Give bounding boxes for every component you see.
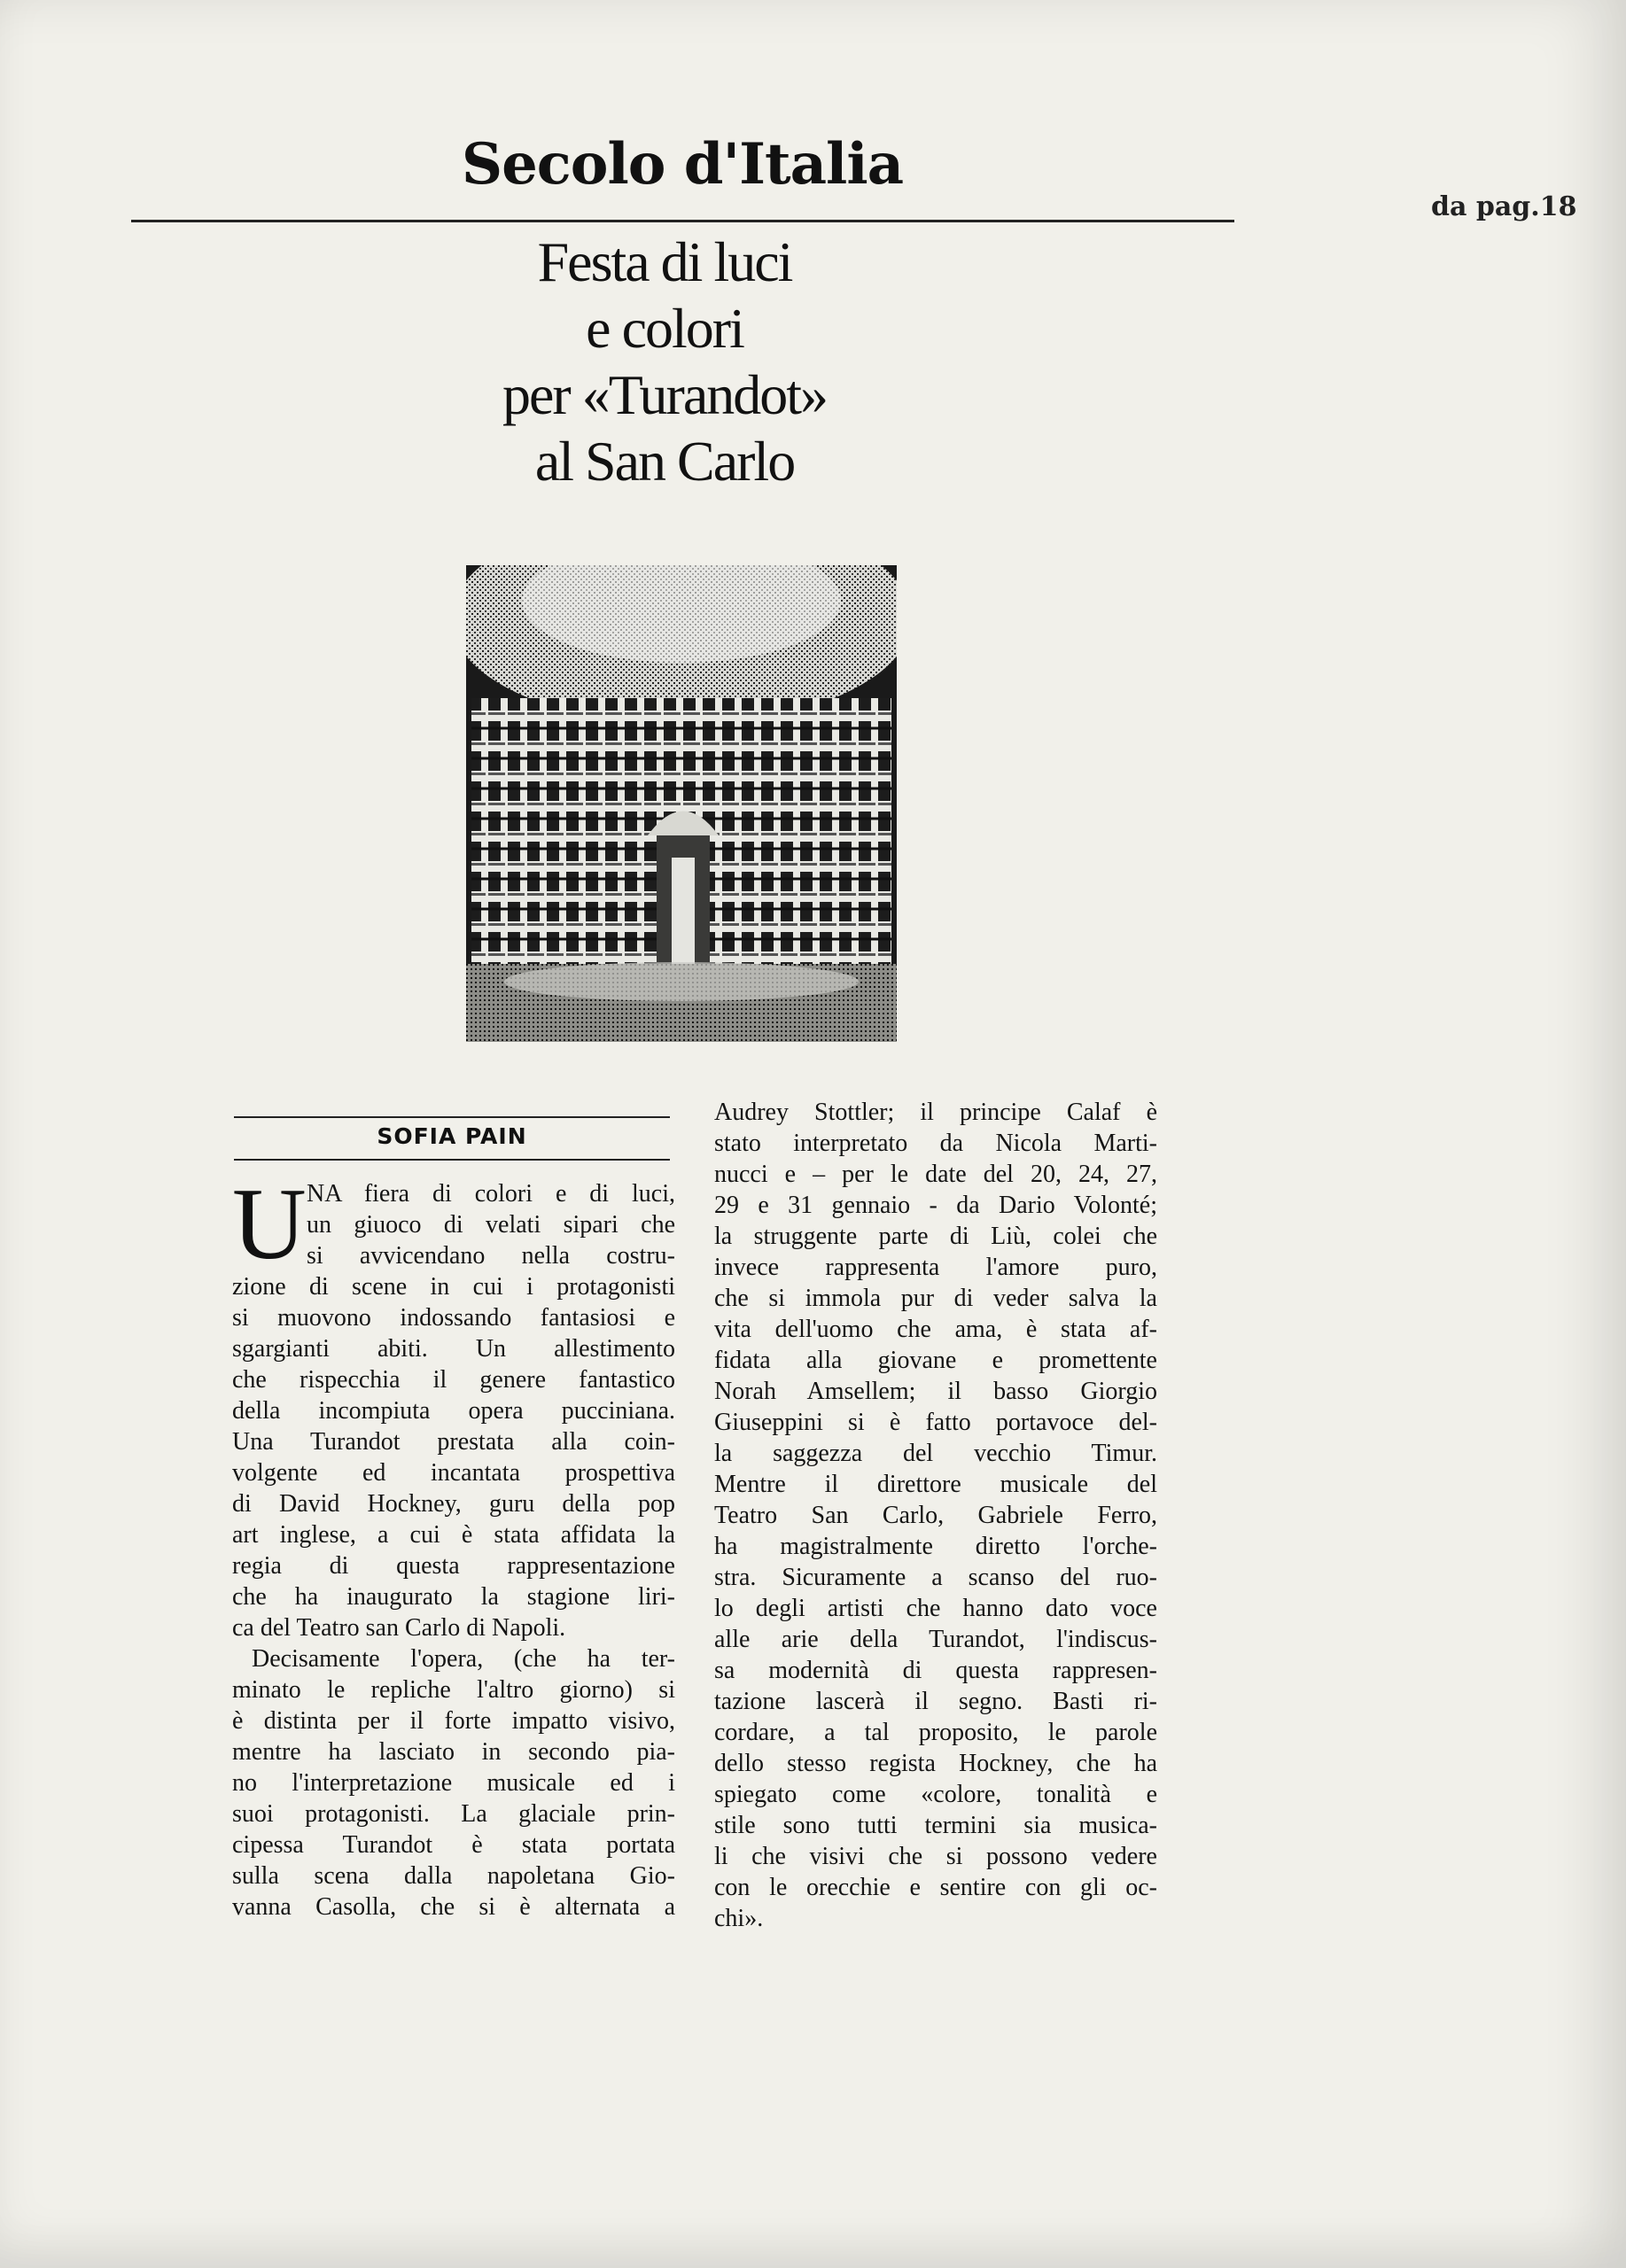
text-line: ca del Teatro san Carlo di Napoli. [232, 1614, 566, 1642]
text-line: Una Turandot prestata alla coin- [232, 1428, 675, 1456]
text-line: un giuoco di velati sipari che [307, 1211, 675, 1239]
text-line: la saggezza del vecchio Timur. [714, 1440, 1157, 1467]
text-line: tazione lascerà il segno. Basti ri- [714, 1688, 1157, 1715]
text-line: che ha inaugurato la stagione liri- [232, 1583, 675, 1611]
text-line: Decisamente l'opera, (che ha ter- [252, 1645, 675, 1673]
text-line: stra. Sicuramente a scanso del ruo- [714, 1564, 1157, 1591]
article-column-right [714, 1097, 1157, 1934]
text-line: chi». [714, 1905, 764, 1932]
text-line: lo degli artisti che hanno dato voce [714, 1595, 1157, 1622]
masthead: Secolo d'Italia [461, 131, 904, 198]
byline-rule-bottom [234, 1159, 670, 1161]
text-line: Mentre il direttore musicale del [714, 1471, 1157, 1498]
text-line: no l'interpretazione musicale ed i [232, 1769, 675, 1797]
text-line: NA fiera di colori e di luci, [307, 1180, 675, 1208]
masthead-rule [131, 220, 1234, 222]
text-line: alle arie della Turandot, l'indiscus- [714, 1626, 1157, 1653]
page-reference: da pag.18 [1431, 191, 1577, 222]
text-line: Audrey Stottler; il principe Calaf è [714, 1099, 1157, 1126]
text-line: cordare, a tal proposito, le parole [714, 1719, 1157, 1746]
text-line: fidata alla giovane e promettente [714, 1347, 1157, 1374]
text-line: minato le repliche l'altro giorno) si [232, 1676, 675, 1704]
text-line: regia di questa rappresentazione [232, 1552, 675, 1580]
text-line: ha magistralmente diretto l'orche- [714, 1533, 1157, 1560]
text-line: si avvicendano nella costru- [307, 1242, 675, 1270]
text-line: li che visivi che si possono vedere [714, 1843, 1157, 1870]
text-line: la struggente parte di Liù, colei che [714, 1223, 1157, 1250]
text-line: che si immola pur di veder salva la [714, 1285, 1157, 1312]
text-line: suoi protagonisti. La glaciale prin- [232, 1800, 675, 1828]
text-line: di David Hockney, guru della pop [232, 1490, 675, 1518]
text-line: zione di scene in cui i protagonisti [232, 1273, 675, 1301]
drop-cap: U [232, 1168, 307, 1281]
text-line: 29 e 31 gennaio - da Dario Volonté; [714, 1192, 1157, 1219]
text-line: è distinta per il forte impatto visivo, [232, 1707, 675, 1735]
text-line: Norah Amsellem; il basso Giorgio [714, 1378, 1157, 1405]
text-line: sa modernità di questa rappresen- [714, 1657, 1157, 1684]
headline-line: al San Carlo [534, 430, 795, 493]
text-line: vanna Casolla, che si è alternata a [232, 1893, 675, 1921]
text-line: con le orecchie e sentire con gli oc- [714, 1874, 1157, 1901]
text-line: Teatro San Carlo, Gabriele Ferro, [714, 1502, 1157, 1529]
text-line: stato interpretato da Nicola Marti- [714, 1130, 1157, 1157]
text-line: stile sono tutti termini sia musica- [714, 1812, 1157, 1839]
headline-line: Festa di luci [537, 230, 792, 293]
text-line: sgargianti abiti. Un allestimento [232, 1335, 675, 1363]
text-line: della incompiuta opera pucciniana. [232, 1397, 675, 1425]
byline: SOFIA PAIN [377, 1123, 527, 1149]
headline [399, 229, 930, 494]
text-line: vita dell'uomo che ama, è stata af- [714, 1316, 1157, 1343]
text-line: mentre ha lasciato in secondo pia- [232, 1738, 675, 1766]
text-line: si muovono indossando fantasiosi e [232, 1304, 675, 1332]
text-line: nucci e – per le date del 20, 24, 27, [714, 1161, 1157, 1188]
text-line: spiegato come «colore, tonalità e [714, 1781, 1157, 1808]
headline-line: e colori [586, 297, 743, 360]
text-line: Giuseppini si è fatto portavoce del- [714, 1409, 1157, 1436]
headline-line: per «Turandot» [502, 363, 828, 426]
text-line: che rispecchia il genere fantastico [232, 1366, 675, 1394]
text-line: sulla scena dalla napoletana Gio- [232, 1862, 675, 1890]
text-line: art inglese, a cui è stata affidata la [232, 1521, 675, 1549]
text-line: dello stesso regista Hockney, che ha [714, 1750, 1157, 1777]
byline-rule-top [234, 1116, 670, 1118]
article-column-left [232, 1178, 675, 1922]
text-line: volgente ed incantata prospettiva [232, 1459, 675, 1487]
text-line: cipessa Turandot è stata portata [232, 1831, 675, 1859]
theatre-interior-photo [466, 565, 897, 1042]
text-line: invece rappresenta l'amore puro, [714, 1254, 1157, 1281]
